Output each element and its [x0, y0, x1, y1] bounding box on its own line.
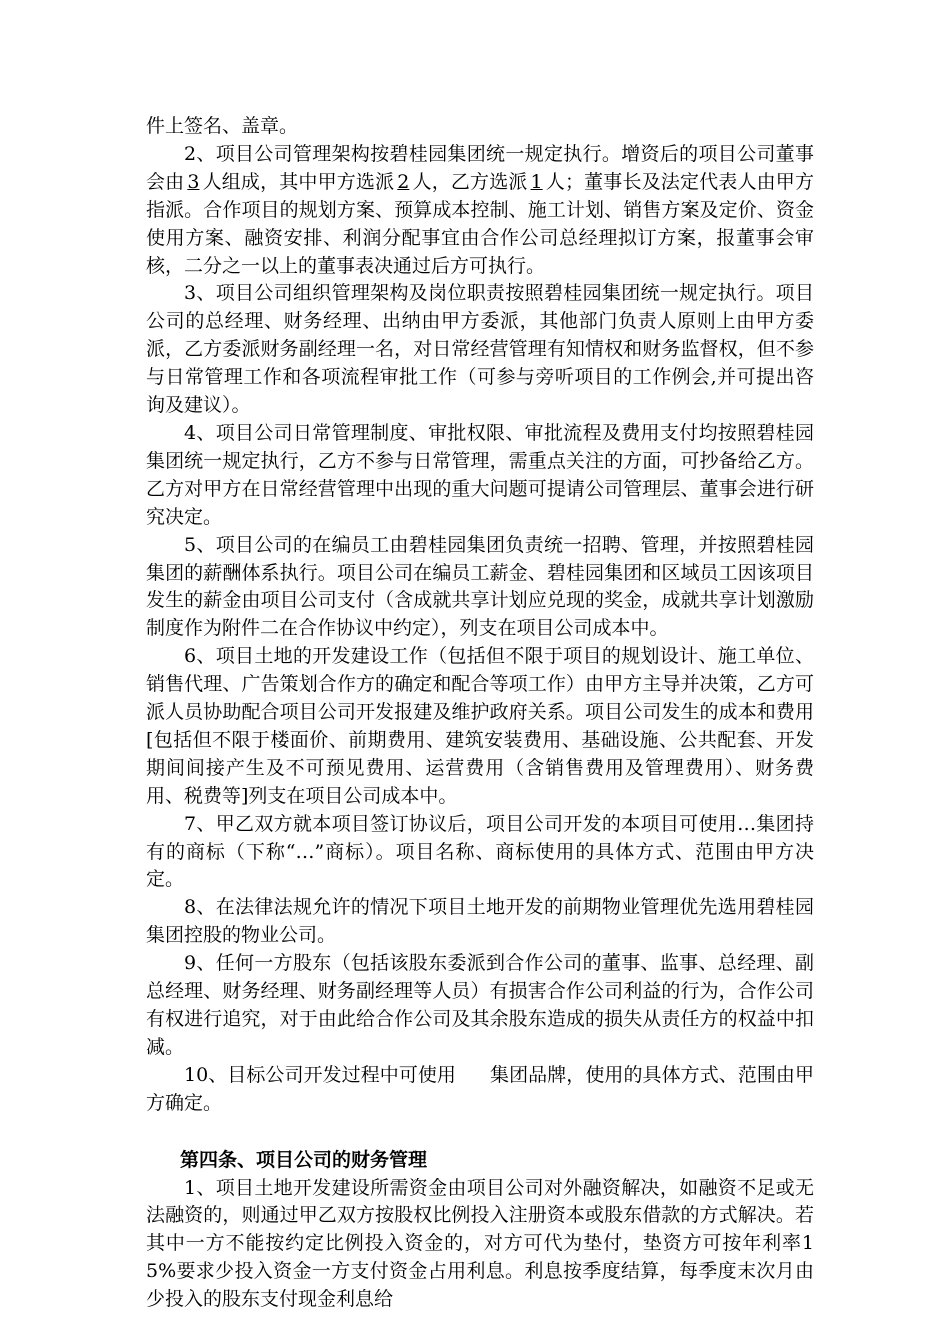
party-a-seats: 2 [397, 170, 410, 193]
party-b-seats: 1 [530, 170, 543, 193]
clause-2-text-d: 人；董事长及法定代表人由甲方指派。合作项目的规划方案、预算成本控制、施工计划、销售方案及定价、资金使用方案、融资安排、利润分配事宜由合作公司总经理拟订方案，报董事会审核，二分之一以上的董事表决通过后方可执行。 [146, 170, 814, 277]
intro-line: 件上签名、盖章。 [146, 115, 299, 137]
clause-2-text-a: 2、项目公司管理架构按碧桂园集团统一规定执行。增资后的项目公司董事会由 [146, 142, 814, 193]
section-4-heading: 第四条、项目公司的财务管理 [180, 1148, 428, 1171]
clause-2-text-b: 人组成，其中甲方选派 [202, 170, 395, 193]
clause-3-paragraph: 3、项目公司组织管理架构及岗位职责按照碧桂园集团统一规定执行。项目公司的总经理、财务经理、出纳由甲方委派，其他部门负责人原则上由甲方委派，乙方委派财务副经理一名，对日常经营管理有知情权和财务监督权，但不参与日常管理工作和各项流程审批工作（可参与旁听项目的工作例会,并可提出咨询及建议）。 [146, 282, 814, 417]
clause-4-paragraph: 4、项目公司日常管理制度、审批权限、审批流程及费用支付均按照碧桂园集团统一规定执行，乙方不参与日常管理，需重点关注的方面，可抄备给乙方。乙方对甲方在日常经营管理中出现的重大问题可提请公司管理层、董事会进行研究决定。 [146, 421, 814, 528]
clause-10-text-a: 10、目标公司开发过程中可使用 [184, 1063, 456, 1086]
clause-2-paragraph [146, 141, 814, 281]
clause-8-paragraph: 8、在法律法规允许的情况下项目土地开发的前期物业管理优先选用碧桂园集团控股的物业公司。 [146, 896, 814, 947]
clause-10-paragraph [146, 1062, 814, 1118]
section-4-clause-1-paragraph: 1、项目土地开发建设所需资金由项目公司对外融资解决，如融资不足或无法融资的，则通过甲乙双方按股权比例投入注册资本或股东借款的方式解决。若其中一方不能按约定比例投入资金的，对方可代为垫付，垫资方可按年利率15%要求少投入资金一方支付资金占用利息。利息按季度结算，每季度末次月由少投入的股东支付现金利息给 [146, 1176, 814, 1311]
clause-7-paragraph: 7、甲乙双方就本项目签订协议后，项目公司开发的本项目可使用…集团持有的商标（下称“…”商标）。项目名称、商标使用的具体方式、范围由甲方决定。 [146, 812, 814, 891]
clause-2-text-c: 人，乙方选派 [412, 170, 528, 193]
clause-10-text-b: 集团品牌，使用的具体方式、范围由甲方确定。 [146, 1063, 814, 1114]
board-total-seats: 3 [187, 170, 200, 193]
document-page [146, 113, 814, 1314]
clause-5-paragraph: 5、项目公司的在编员工由碧桂园集团负责统一招聘、管理，并按照碧桂园集团的薪酬体系执行。项目公司在编员工薪金、碧桂园集团和区域员工因该项目发生的薪金由项目公司支付（含成就共享计划应兑现的奖金，成就共享计划激励制度作为附件二在合作协议中约定），列支在项目公司成本中。 [146, 533, 814, 640]
clause-9-paragraph: 9、任何一方股东（包括该股东委派到合作公司的董事、监事、总经理、副总经理、财务经理、财务副经理等人员）有损害合作公司利益的行为，合作公司有权进行追究，对于由此给合作公司及其余股东造成的损失从责任方的权益中扣减。 [146, 952, 814, 1058]
clause-6-paragraph: 6、项目土地的开发建设工作（包括但不限于项目的规划设计、施工单位、销售代理、广告策划合作方的确定和配合等项工作）由甲方主导并决策，乙方可派人员协助配合项目公司开发报建及维护政府关系。项目公司发生的成本和费用[包括但不限于楼面价、前期费用、建筑安装费用、基础设施、公共配套、开发期间间接产生及不可预见费用、运营费用（含销售费用及管理费用）、财务费用、税费等]列支在项目公司成本中。 [146, 645, 814, 807]
